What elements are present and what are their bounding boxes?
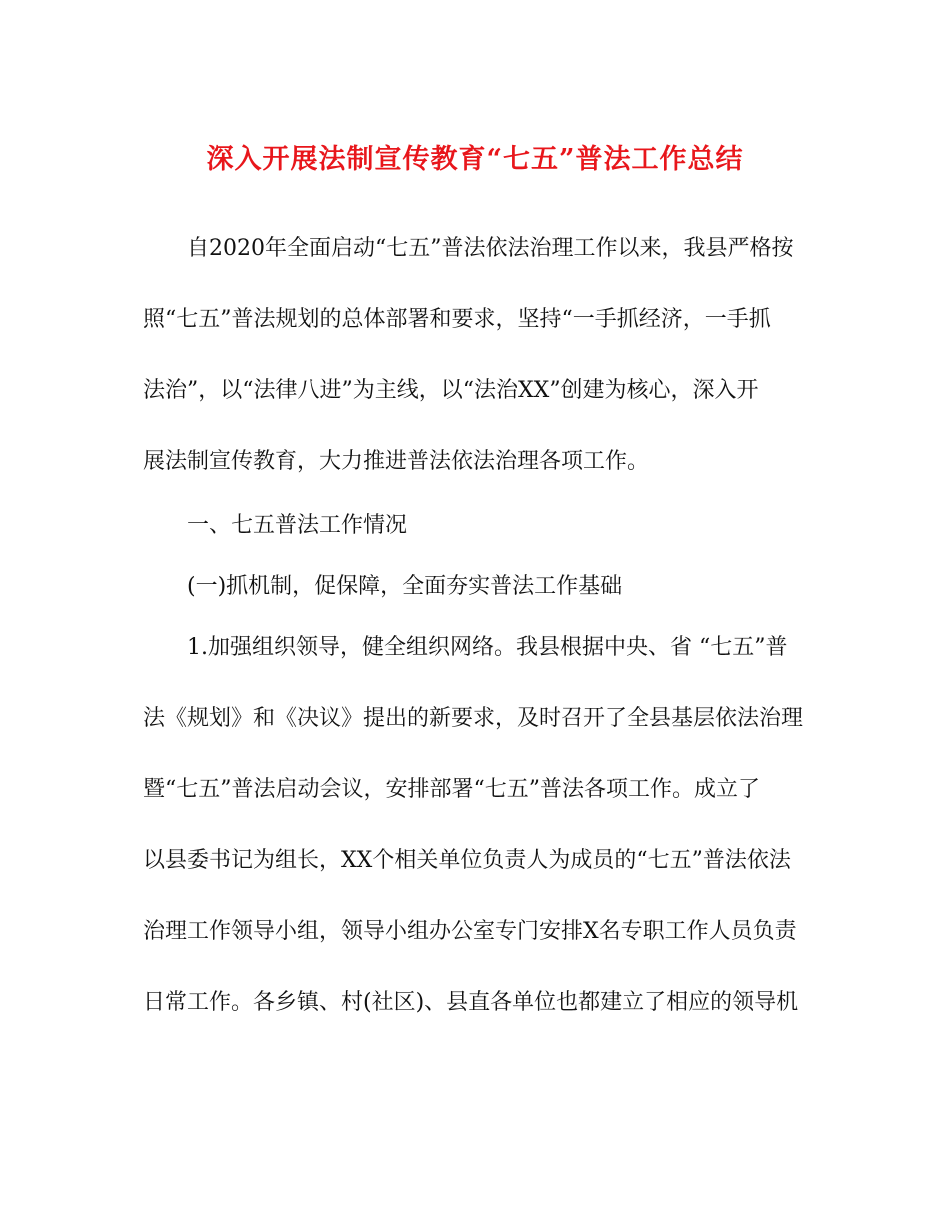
document-title: 深入开展法制宣传教育“七五”普法工作总结 bbox=[206, 144, 744, 175]
paragraph-line: 法《规划》和《决议》提出的新要求，及时召开了全县基层依法治理 bbox=[143, 706, 804, 731]
paragraph-line: 日常工作。各乡镇、村(社区)、县直各单位也都建立了相应的领导机 bbox=[143, 990, 799, 1015]
paragraph-line: 治理工作领导小组，领导小组办公室专门安排X名专职工作人员负责 bbox=[143, 919, 797, 944]
paragraph-line: 照“七五”普法规划的总体部署和要求，坚持“一手抓经济，一手抓 bbox=[143, 307, 771, 332]
paragraph-line: 1.加强组织领导，健全组织网络。我县根据中央、省 “七五”普 bbox=[187, 635, 788, 660]
paragraph-line: 以县委书记为组长，XX个相关单位负责人为成员的“七五”普法依法 bbox=[143, 848, 791, 873]
paragraph-line: 法治”，以“法律八进”为主线，以“法治XX”创建为核心，深入开 bbox=[143, 378, 759, 403]
section-heading: 一、七五普法工作情况 bbox=[187, 513, 408, 538]
paragraph-line: 自2020年全面启动“七五”普法依法治理工作以来，我县严格按 bbox=[187, 236, 794, 261]
paragraph-line: 暨“七五”普法启动会议，安排部署“七五”普法各项工作。成立了 bbox=[143, 777, 760, 802]
paragraph-line: 展法制宣传教育，大力推进普法依法治理各项工作。 bbox=[143, 449, 650, 474]
subsection-heading: (一)抓机制，促保障，全面夯实普法工作基础 bbox=[187, 574, 623, 599]
